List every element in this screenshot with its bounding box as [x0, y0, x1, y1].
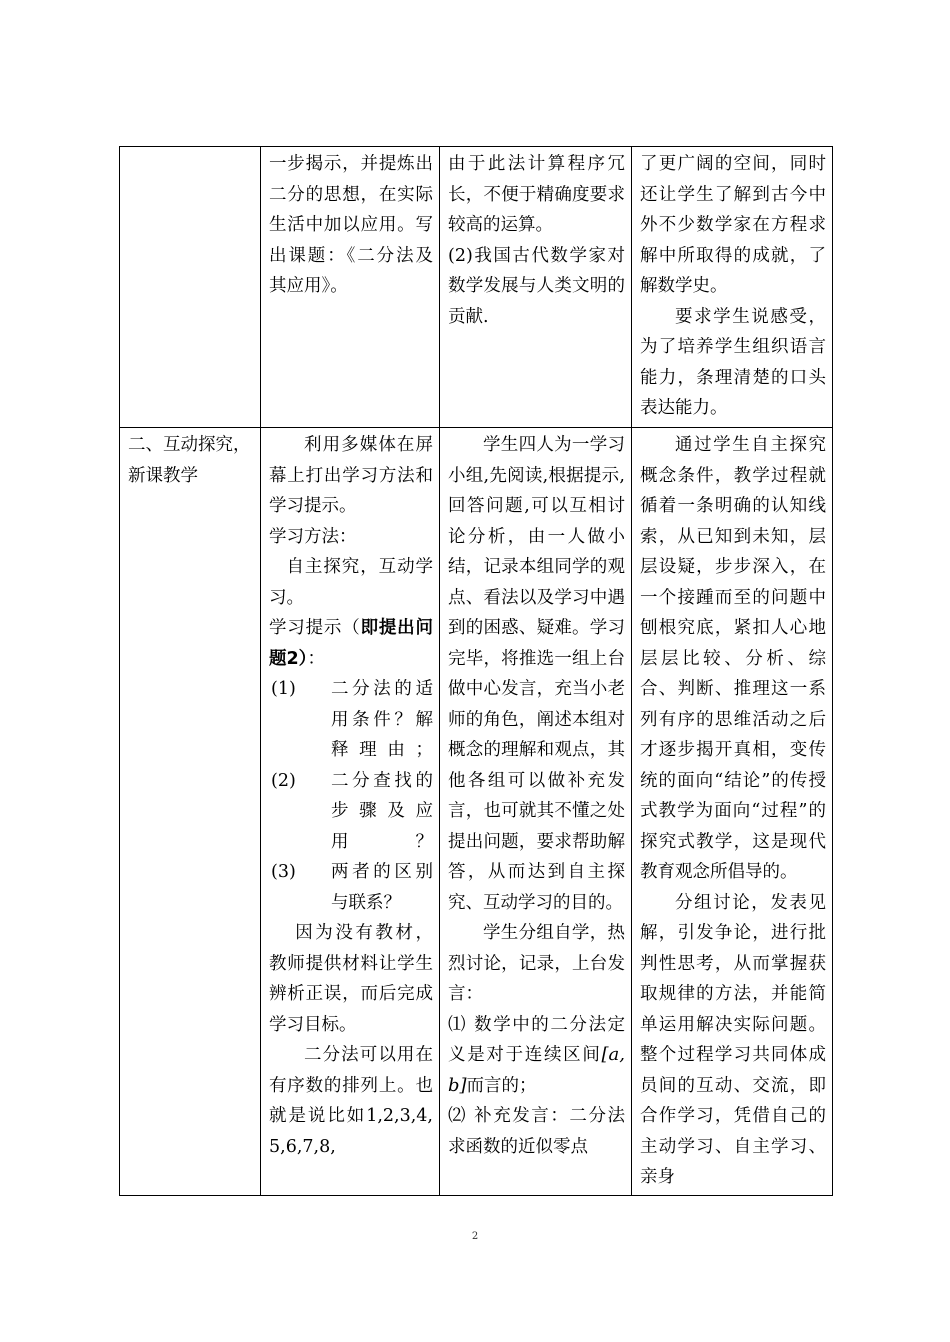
definition-text: ⑴ 数学中的二分法定义是对于连续区间 — [448, 1014, 625, 1065]
cell-paragraph: 学生四人为一学习小组,先阅读,根据提示,回答问题,可以互相讨论分析，由一人做小结，记录本组同学的观点、看法以及学习中遇到的困惑、疑难。学习完毕，将推选一组上台做中心发言，充当小老师的角色，阐述本组对概念的理解和观点，其他各组可以做补充发言，也可就其不懂之处提出问题，要求帮助解答，从而达到自主探究、互动学习的目的。 — [448, 435, 625, 913]
table-cell-section — [120, 147, 261, 428]
table-cell-design-intent — [632, 147, 833, 428]
table-cell-student-activity — [440, 147, 632, 428]
page-number: 2 — [471, 1231, 479, 1242]
table-cell-design-intent — [632, 428, 833, 1196]
cell-paragraph: 自主探究，互动学习。 — [269, 557, 433, 608]
table-row — [120, 428, 833, 1196]
question-text: 二分法的适用条件？解释理由； — [331, 679, 433, 760]
cell-paragraph: 要求学生说感受，为了培养学生组织语言能力，条理清楚的口头表达能力。 — [640, 306, 826, 418]
question-list — [269, 674, 433, 918]
cell-paragraph: 学生分组自学，热烈讨论，记录，上台发言： — [448, 923, 625, 1004]
cell-paragraph: 了更广阔的空间，同时还让学生了解到古今中外不少数学家在方程求解中所取得的成就，了解数学史。 — [640, 154, 826, 296]
learning-tips-heading — [269, 613, 433, 674]
table-cell-teacher-activity — [261, 428, 440, 1196]
definition-text: 而言的； — [466, 1075, 537, 1096]
interval-formula: [a,b] — [448, 1044, 625, 1096]
table-cell-teacher-activity — [261, 147, 440, 428]
cell-paragraph: (2)我国古代数学家对数学发展与人类文明的贡献. — [448, 245, 625, 327]
cell-paragraph: 分组讨论，发表见解，引发争论，进行批判性思考，从而掌握获取规律的方法，并能简单运用解决实际问题。整个过程学习共同体成员间的互动、交流，即合作学习，凭借自己的主动学习、自主学习、亲身 — [640, 892, 826, 1187]
cell-paragraph: 由于此法计算程序冗长，不便于精确度要求较高的运算。 — [448, 154, 625, 235]
cell-paragraph: 二分法可以用在有序数的排列上。也就是说比如1,2,3,4,5,6,7,8, — [269, 1045, 433, 1157]
tips-bold: 即提出问题2） — [269, 618, 433, 669]
cell-paragraph: 通过学生自主探究概念条件，教学过程就循着一条明确的认知线索，从已知到未知，层层设疑，步步深入，在一个接踵而至的问题中刨根究底，紧扣人心地层层比较、分析、综合、判断、推理这一系列有序的思维活动之后才逐步揭开真相，变传统的面向“结论”的传授式教学为面向“过程”的探究式教学，这是现代教育观念所倡导的。 — [640, 435, 826, 882]
tips-suffix: ： — [307, 648, 325, 669]
cell-paragraph: 学习方法： — [269, 526, 357, 547]
section-title-line: 新课教学 — [128, 465, 198, 486]
lesson-plan-table — [119, 146, 833, 1196]
cell-paragraph — [448, 1010, 625, 1102]
tips-prefix: 学习提示（ — [269, 618, 361, 638]
cell-paragraph: 利用多媒体在屏幕上打出学习方法和学习提示。 — [269, 435, 433, 516]
cell-paragraph: ⑵ 补充发言：二分法求函数的近似零点 — [448, 1106, 625, 1157]
question-number: (2) — [271, 770, 296, 791]
question-text: 两者的区别与联系？ — [331, 862, 433, 913]
question-number: (1) — [271, 679, 296, 699]
question-number: (3) — [271, 862, 296, 882]
cell-paragraph: 一步揭示，并提炼出二分的思想，在实际生活中加以应用。写出课题：《二分法及其应用》。 — [269, 154, 433, 296]
table-row — [120, 147, 833, 428]
table-cell-student-activity — [440, 428, 632, 1196]
cell-paragraph: 因为没有教材，教师提供材料让学生辨析正误，而后完成学习目标。 — [269, 923, 433, 1035]
question-text: 二分查找的步骤及应用？ — [331, 770, 433, 852]
table-cell-section — [120, 428, 261, 1196]
section-title-line: 二、互动探究， — [128, 435, 251, 455]
